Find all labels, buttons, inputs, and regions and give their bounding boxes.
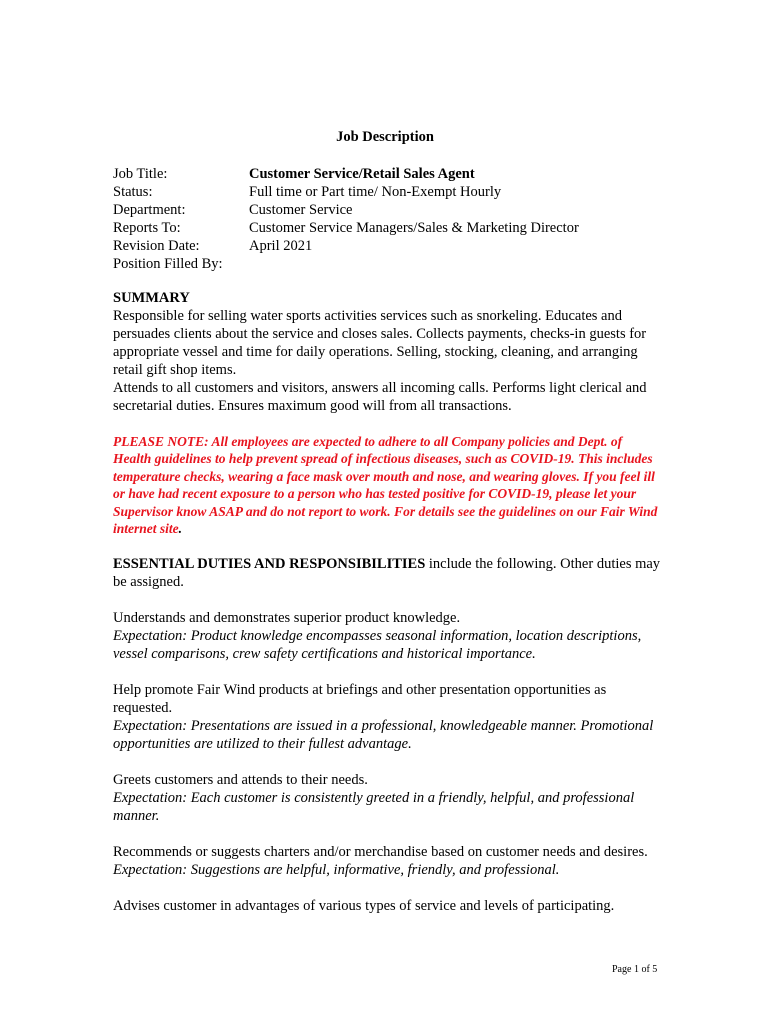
header-fields — [113, 165, 579, 273]
duty-text: Advises customer in advantages of various types of service and levels of participating. — [113, 898, 615, 915]
duty-text: Recommends or suggests charters and/or merchandise based on customer needs and desires. — [113, 844, 648, 861]
field-label: Status: — [113, 184, 153, 200]
field-value: Customer Service — [249, 202, 353, 218]
field-value: Customer Service Managers/Sales & Marketing Director — [249, 220, 579, 236]
field-label: Reports To: — [113, 220, 181, 236]
document-title: Job Description — [336, 129, 434, 145]
duty-text: Greets customers and attends to their needs. — [113, 772, 368, 789]
summary-paragraph: Attends to all customers and visitors, answers all incoming calls. Performs light clerical and secretarial duties. Ensures maximum good will from all transactions. — [113, 380, 647, 414]
spacer — [113, 663, 661, 681]
field-label: Position Filled By: — [113, 256, 223, 272]
spacer — [113, 537, 661, 555]
field-value: April 2021 — [249, 238, 313, 254]
summary-heading: SUMMARY — [113, 290, 190, 306]
field-label: Department: — [113, 202, 186, 218]
field-reports-to — [113, 219, 579, 237]
duty-expectation: Expectation: Presentations are issued in a professional, knowledgeable manner. Promotional opportunities are utilized to their fullest advantage. — [113, 718, 654, 753]
duty-text: Help promote Fair Wind products at briefings and other presentation opportunities as requested. — [113, 682, 607, 717]
field-department — [113, 201, 579, 219]
spacer — [113, 825, 661, 843]
spacer — [113, 415, 661, 433]
document-body — [113, 289, 661, 915]
field-label: Job Title: — [113, 166, 168, 182]
summary-paragraph: Responsible for selling water sports activities services such as snorkeling. Educates and persuades clients about the service and closes sales. Collects payments, checks-in guests for appropriate vessel and time for daily operations. Selling, stocking, cleaning, and arranging retail gift shop items. — [113, 308, 647, 378]
field-value: Customer Service/Retail Sales Agent — [249, 166, 475, 182]
duties-heading-tail: include the following. Other duties may be assigned. — [113, 556, 661, 591]
spacer — [113, 753, 661, 771]
duties-heading: ESSENTIAL DUTIES AND RESPONSIBILITIES — [113, 556, 426, 573]
field-value: Full time or Part time/ Non-Exempt Hourly — [249, 184, 502, 200]
spacer — [113, 879, 661, 897]
field-status — [113, 183, 579, 201]
covid-note-end: . — [178, 521, 183, 537]
field-job-title — [113, 165, 579, 183]
field-revision-date — [113, 237, 579, 255]
covid-note-text: PLEASE NOTE: All employees are expected to adhere to all Company policies and Dept. of Health guidelines to help prevent spread of infectious diseases, such as COVID-19. This includes temperature checks, wearing a face mask over mouth and nose, and wearing gloves. If you feel ill or have had recent exposure to a person who has tested positive for COVID-19, please let your Supervisor know ASAP and do not report to work. For details see the guidelines on our Fair Wind internet site — [113, 434, 658, 537]
spacer — [113, 591, 661, 609]
page-number: Page 1 of 5 — [612, 964, 658, 975]
field-label: Revision Date: — [113, 238, 200, 254]
duty-expectation: Expectation: Suggestions are helpful, informative, friendly, and professional. — [113, 862, 560, 879]
duty-expectation: Expectation: Product knowledge encompasses seasonal information, location descriptions, vessel comparisons, crew safety certifications and historical importance. — [113, 628, 642, 663]
covid-note — [113, 433, 661, 537]
duty-expectation: Expectation: Each customer is consistently greeted in a friendly, helpful, and professional manner. — [113, 790, 635, 825]
duty-text: Understands and demonstrates superior product knowledge. — [113, 610, 461, 627]
field-position-filled-by — [113, 255, 579, 273]
duties-intro — [113, 555, 661, 591]
